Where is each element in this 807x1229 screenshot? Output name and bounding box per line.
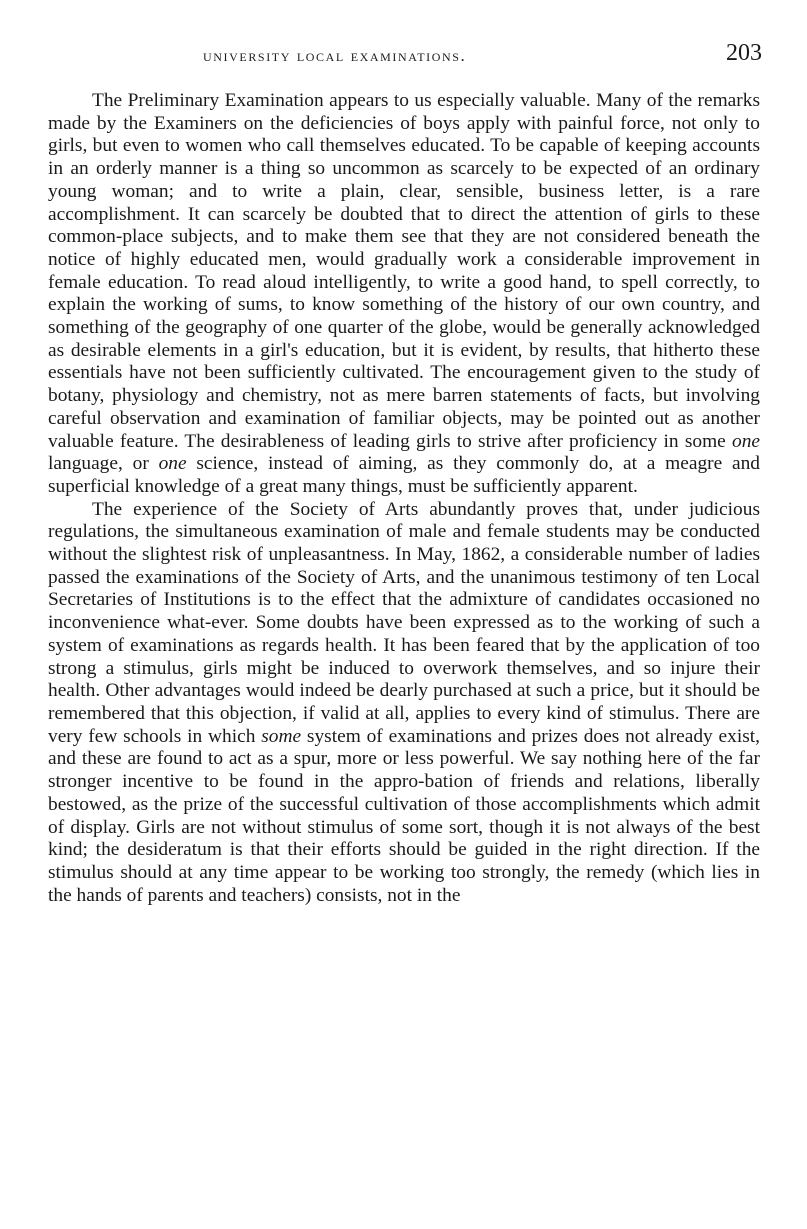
page-number: 203 [726,40,762,66]
page-header [48,38,760,74]
italic-word: some [261,725,302,747]
running-head: university local examinations. [203,46,467,65]
paragraph-text: language, or [48,453,159,475]
body-text [48,90,760,907]
paragraph-preliminary-examination [48,90,760,499]
paragraph-text: science, instead of aiming, as they commonly do, at a meagre and superficial knowledge of a great many things, must be sufficiently apparent. [48,453,760,497]
paragraph-text: The Preliminary Examination appears to us especially valuable. Many of the remarks made by the Examiners on the deficiencies of boys apply with painful force, not only to girls, but even to women who call themselves educated. To be capable of keeping accounts in an orderly manner is a thing so uncommon as scarcely to be expected of an ordinary young woman; and to write a plain, clear, sensible, business letter, is a rare accomplishment. It can scarcely be doubted that to direct the attention of girls to these common-place subjects, and to make them see that they are not considered beneath the notice of highly educated men, would gradually work a considerable improvement in female education. To read aloud intelligently, to write a good hand, to spell correctly, to explain the working of sums, to know something of the history of our own country, and something of the geography of one quarter of the globe, would be generally acknowledged as desirable elements in a girl's education, but it is evident, by results, that hitherto these essentials have not been sufficiently cultivated. The encouragement given to the study of botany, physiology and chemistry, not as mere barren statements of facts, but involving careful observation and examination of familiar objects, may be pointed out as another valuable feature. The desirableness of leading girls to strive after proficiency in some [48,90,760,452]
paragraph-society-of-arts [48,499,760,908]
book-page [48,38,760,907]
paragraph-text: system of examinations and prizes does not already exist, and these are found to act as a spur, more or less powerful. We say nothing here of the far stronger incentive to be found in the appro-bation of friends and relations, liberally bestowed, as the prize of the successful cultivation of those accomplishments which admit of display. Girls are not without stimulus of some sort, though it is not always of the best kind; the desideratum is that their efforts should be guided in the right direction. If the stimulus should at any time appear to be working too strongly, the remedy (which lies in the hands of parents and teachers) consists, not in the [48,725,760,906]
italic-word: one [732,430,760,452]
italic-word: one [158,453,187,475]
paragraph-text: The experience of the Society of Arts abundantly proves that, under judicious regulations, the simultaneous examination of male and female students may be conducted without the slightest risk of unpleasantness. In May, 1862, a considerable number of ladies passed the examinations of the Society of Arts, and the unanimous testimony of ten Local Secretaries of Institutions is to the effect that the admixture of candidates occasioned no inconvenience what-ever. Some doubts have been expressed as to the working of such a system of examinations as regards health. It has been feared that by the application of too strong a stimulus, girls might be induced to overwork themselves, and so injure their health. Other advantages would indeed be dearly purchased at such a price, but it should be remembered that this objection, if valid at all, applies to every kind of stimulus. There are very few schools in which [48,498,760,747]
